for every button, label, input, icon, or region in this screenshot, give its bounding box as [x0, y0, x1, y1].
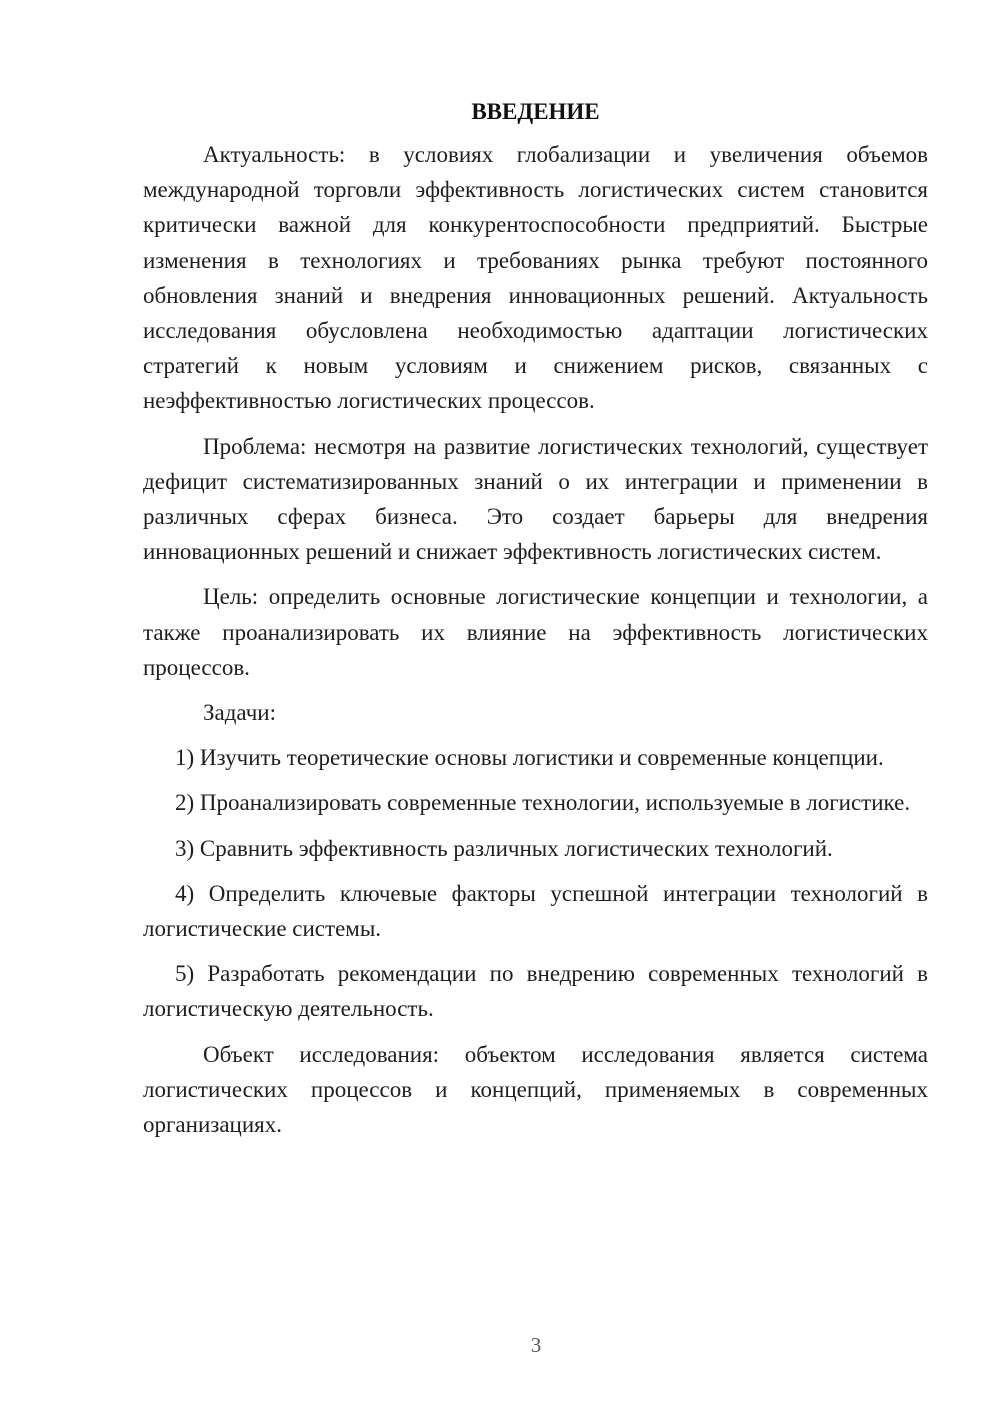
page-number: 3: [530, 1333, 542, 1357]
task-item-1: 1) Изучить теоретические основы логистики и современные концепции.: [175, 745, 884, 771]
document-body: [143, 94, 928, 1152]
goal-paragraph: Цель: определить основные логистические концепции и технологии, а также проанализировать их влияние на эффективность логистических процессов.: [143, 584, 928, 680]
tasks-label: Задачи:: [203, 700, 276, 726]
task-item-2: 2) Проанализировать современные технологии, используемые в логистике.: [175, 790, 911, 816]
section-heading: ВВЕДЕНИЕ: [471, 99, 600, 124]
object-paragraph: Объект исследования: объектом исследования является система логистических процессов и концепций, применяемых в современных организациях.: [143, 1041, 928, 1138]
problem-paragraph: Проблема: несмотря на развитие логистических технологий, существует дефицит систематизированных знаний о их интеграции и применении в различных сферах бизнеса. Это создает барьеры для внедрения инновационных решений и снижает эффективность логистических систем.: [143, 433, 928, 565]
task-item-5: 5) Разработать рекомендации по внедрению современных технологий в логистическую деятельность.: [143, 961, 928, 1022]
task-item-3: 3) Сравнить эффективность различных логистических технологий.: [175, 835, 833, 861]
task-item-4: 4) Определить ключевые факторы успешной интеграции технологий в логистические системы.: [143, 880, 928, 942]
relevance-paragraph: Актуальность: в условиях глобализации и увеличения объемов международной торговли эффективность логистических систем становится критически важной для конкурентоспособности предприятий. Быстрые изменения в технологиях и требованиях рынка требуют постоянного обновления знаний и внедрения инновационных решений. Актуальность исследования обусловлена необходимостью адаптации логистических стратегий к новым условиям и снижением рисков, связанных с неэффективностью логистических процессов.: [143, 142, 928, 414]
